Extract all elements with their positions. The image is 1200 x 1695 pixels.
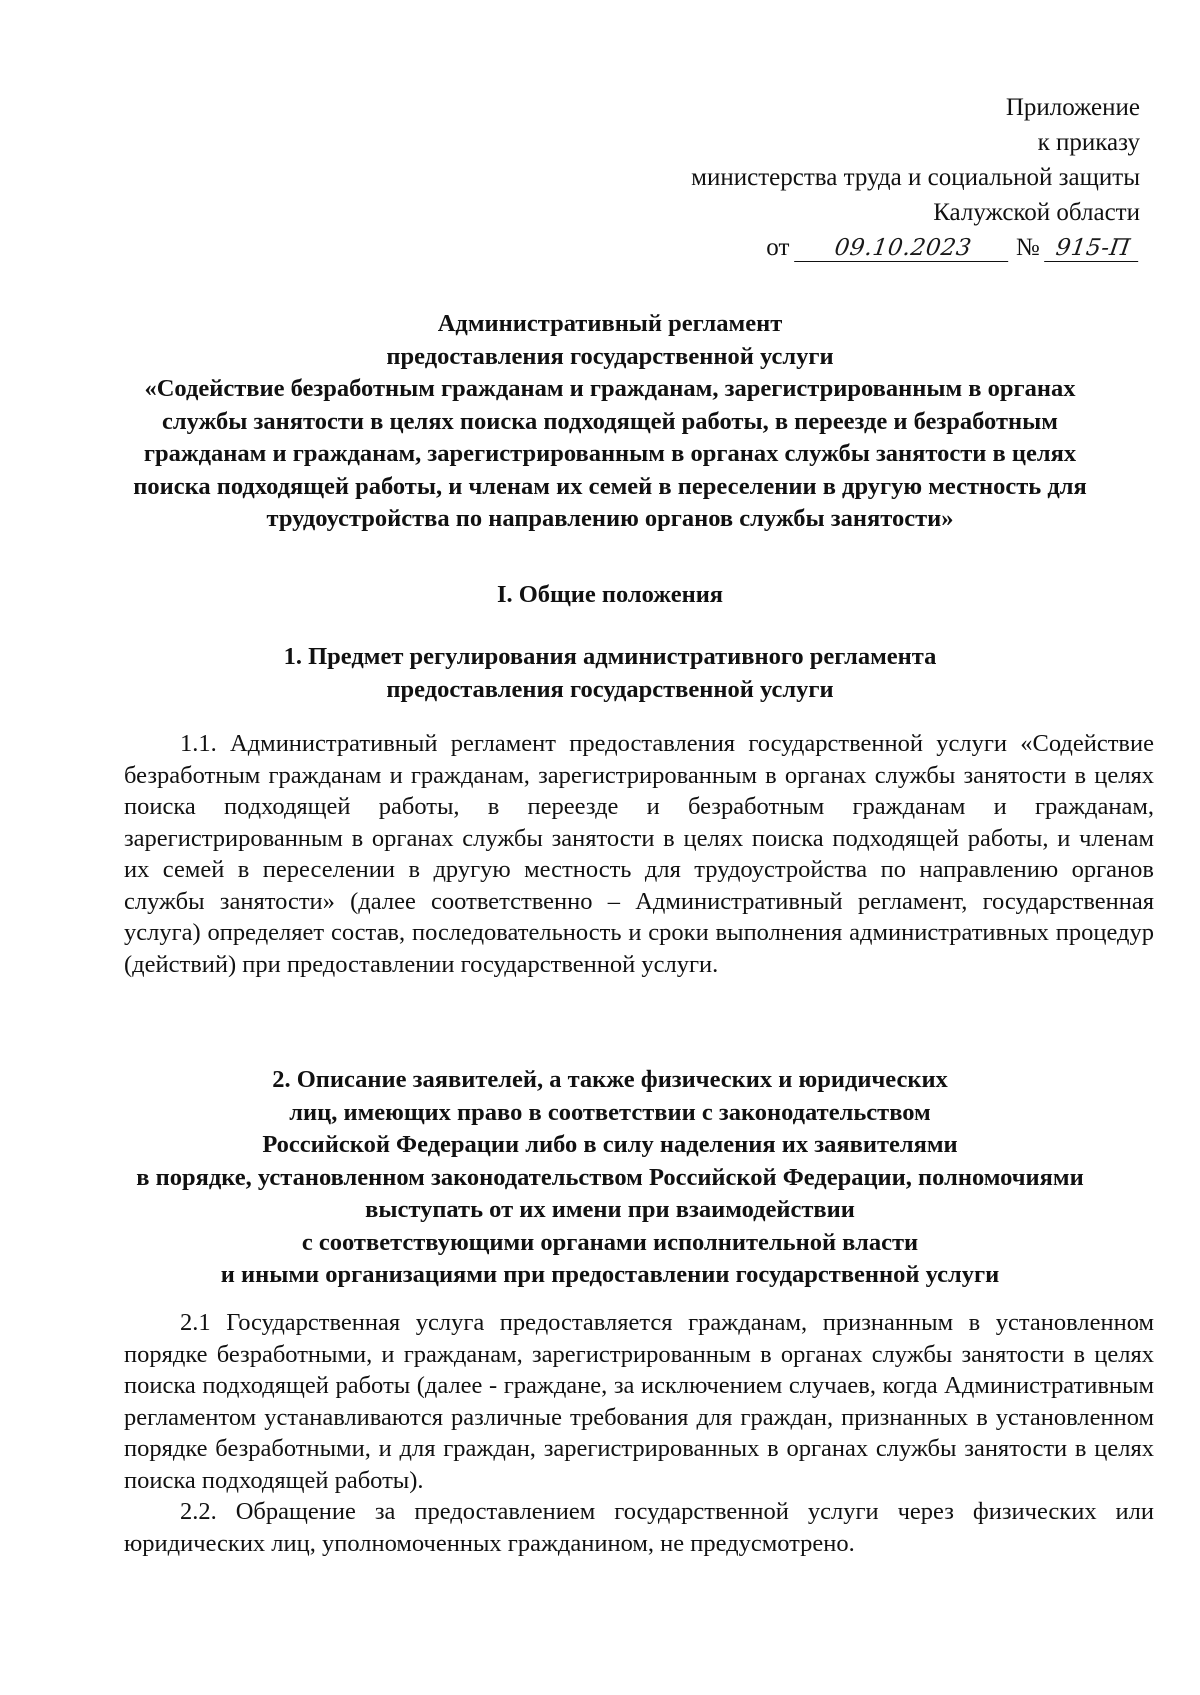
subsection-heading-line: и иными организациями при предоставлении государственной услуги xyxy=(220,1261,1000,1288)
title-line: предоставления государственной услуги xyxy=(386,342,834,370)
handwritten-date: 09.10.2023 xyxy=(794,235,1012,262)
subsection-heading-subject xyxy=(110,641,1110,706)
title-line: поиска подходящей работы, и членам их семей в переселении в другую местность для xyxy=(133,472,1087,500)
handwritten-number: 915-П xyxy=(1044,235,1142,262)
attachment-order-ref: к приказу xyxy=(1037,129,1140,156)
subsection-heading-line: выступать от их имени при взаимодействии xyxy=(365,1196,855,1223)
subsection-heading-applicants xyxy=(110,1064,1110,1292)
document-title xyxy=(110,308,1110,536)
title-line: гражданам и гражданам, зарегистрированным в органах службы занятости в целях xyxy=(143,440,1077,467)
title-line: «Содействие безработным гражданам и гражданам, зарегистрированным в органах xyxy=(144,375,1076,402)
subsection-heading-line: лиц, имеющих право в соответствии с законодательством xyxy=(289,1098,931,1126)
subsection-heading-line: 1. Предмет регулирования административного регламента xyxy=(283,643,937,670)
attachment-region: Калужской области xyxy=(933,199,1140,226)
title-line: трудоустройства по направлению органов службы занятости» xyxy=(266,505,954,532)
attachment-header xyxy=(691,90,1140,265)
section-heading-text: I. Общие положения xyxy=(496,581,724,608)
title-line: Административный регламент xyxy=(437,310,783,337)
paragraph-1-1: 1.1. Административный регламент предоставления государственной услуги «Содействие безработным гражданам и гражданам, зарегистрированным в органах службы занятости в целях поиска подходящей работы, в переезде и безработным гражданам и гражданам, зарегистрированным в органах службы занятости в целях поиска подходящей работы, и членам их семей в переселении в другую местность для трудоустройства по направлению органов службы занятости» (далее соответственно – Административный регламент, государственная услуга) определяет состав, последовательность и сроки выполнения административных процедур (действий) при предоставлении государственной услуги. xyxy=(124,730,1154,978)
paragraph-2-2: 2.2. Обращение за предоставлением государственной услуги через физических или юридических лиц, уполномоченных гражданином, не предусмотрено. xyxy=(124,1498,1154,1557)
title-line: службы занятости в целях поиска подходящей работы, в переезде и безработным xyxy=(162,407,1058,435)
date-prefix: от xyxy=(766,234,790,261)
attachment-label: Приложение xyxy=(1005,94,1140,121)
attachment-ministry: министерства труда и социальной защиты xyxy=(691,164,1140,191)
attachment-date-number xyxy=(691,230,1140,265)
paragraph-2-1: 2.1 Государственная услуга предоставляется гражданам, признанным в установленном порядке безработными, и гражданам, зарегистрированным в органах службы занятости в целях поиска подходящей работы (далее - граждане, за исключением случаев, когда Административным регламентом устанавливаются различные требования для граждан, признанных в установленном порядке безработными, и для граждан, зарегистрированных в органах службы занятости в целях поиска подходящей работы). xyxy=(124,1309,1154,1494)
section-heading-general xyxy=(110,579,1110,612)
number-prefix: № xyxy=(1015,234,1040,261)
subsection-heading-line: 2. Описание заявителей, а также физических и юридических xyxy=(272,1066,948,1093)
subsection-heading-line: Российской Федерации либо в силу наделения их заявителями xyxy=(262,1131,958,1158)
subsection-heading-line: в порядке, установленном законодательством Российской Федерации, полномочиями xyxy=(136,1163,1084,1191)
subsection-heading-line: предоставления государственной услуги xyxy=(386,675,834,703)
subsection-heading-line: с соответствующими органами исполнительной власти xyxy=(301,1228,919,1256)
